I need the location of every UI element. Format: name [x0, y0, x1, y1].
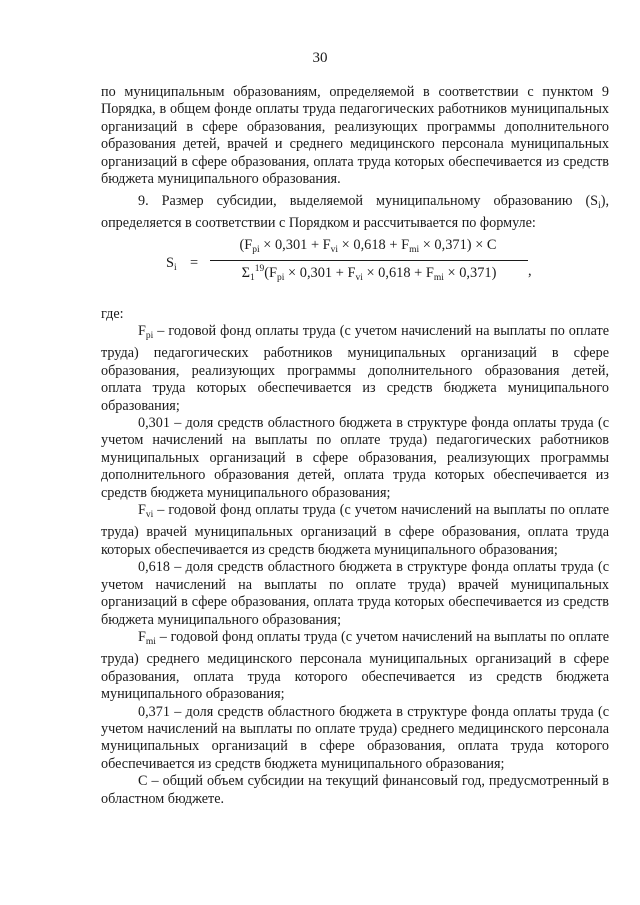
paragraph-text	[101, 193, 609, 233]
where-label: где:	[101, 306, 124, 322]
definition-text: – годовой фонд оплаты труда (с учетом начислений на выплаты по оплате труда) педагогических работников муниципальных организаций в сфере образования, реализующих программы дополнительного образования детей, оплата труда которых обеспечивается из средств бюджета муниципального образования;	[101, 323, 609, 414]
paragraph-tail: ), определяется в соответствии с Порядком и рассчитывается по формуле:	[101, 193, 609, 232]
formula-lhs-sub: i	[174, 263, 177, 273]
formula-numerator: $(F_{pi} \times 0,301 + F_{vi} \times 0,618 + F_{mi} \times 0,371) \times C$	[239, 237, 497, 255]
fraction-bar	[210, 260, 528, 261]
page-number: 30	[312, 50, 328, 66]
paragraph-text: по муниципальным образованиям, определяемой в соответствии с пунктом 9 Порядка, в общем фонде оплаты труда педагогических работников муниципальных организаций в сфере образования, реализующих программы дополнительного образования детей, врачей и среднего медицинского персонала муниципальных организаций в сфере образования, оплата труда которых обеспечивается из средств бюджета муниципального образования.	[101, 84, 609, 188]
definition-item	[101, 323, 609, 415]
definition-symbol: F	[138, 323, 146, 339]
definition-item	[101, 415, 609, 502]
definition-text: – доля средств областного бюджета в структуре фонда оплаты труда (с учетом начислений на выплаты по оплате труда) врачей муниципальных организаций в сфере образования, оплата труда которых обеспечивается из средств бюджета муниципального образования;	[101, 559, 609, 628]
subscript: i	[598, 201, 601, 211]
definition-item	[101, 629, 609, 704]
definition-symbol: 0,301	[138, 415, 170, 432]
definition-item	[101, 502, 609, 559]
definition-symbol: F	[138, 628, 146, 645]
formula	[166, 237, 546, 297]
definition-text: – доля средств областного бюджета в структуре фонда оплаты труда (с учетом начислений на выплаты по оплате труда) среднего медицинского персонала муниципальных организаций в сфере образования, оплата труда которого обеспечивается из средств бюджета муниципального образования;	[101, 703, 609, 772]
definition-symbol-sub: vi	[145, 510, 154, 521]
formula-lhs-symbol: S	[166, 255, 175, 271]
definition-text: – доля средств областного бюджета в структуре фонда оплаты труда (с учетом начислений на выплаты по оплате труда) педагогических работников муниципальных организаций в сфере образования, реализующих программы дополнительного образования детей, оплата труда которых обеспечивается из средств бюджета муниципального образования;	[101, 415, 609, 501]
formula-denominator: $\Sigma_1^{19}(F_{pi} \times 0,301 + F_{vi} \times 0,618 + F_{mi} \times 0,371)$	[241, 264, 497, 283]
paragraph-continuation	[101, 84, 609, 188]
definition-item	[101, 559, 609, 629]
formula-comma: ,	[528, 263, 532, 279]
paragraph-lead: 9. Размер субсидии, выделяемой муниципальному образованию (S	[138, 193, 599, 209]
definition-text: – годовой фонд оплаты труда (с учетом начислений на выплаты по оплате труда) среднего медицинского персонала муниципальных организаций в сфере образования, оплата труда которого обеспечивается из средств бюджета муниципального образования;	[101, 628, 609, 703]
definition-symbol: F	[138, 502, 146, 519]
definition-symbol: 0,371	[138, 703, 170, 720]
definition-text: – общий объем субсидии на текущий финансовый год, предусмотренный в областном бюджете.	[101, 773, 609, 807]
definition-text: – годовой фонд оплаты труда (с учетом начислений на выплаты по оплате труда) врачей муниципальных организаций в сфере образования, оплата труда которых обеспечивается из средств бюджета муниципального образования;	[101, 502, 609, 558]
formula-equals: =	[190, 255, 199, 271]
definition-symbol-sub: mi	[145, 636, 156, 647]
definitions-list	[101, 323, 609, 808]
definition-symbol-sub: pi	[145, 331, 154, 341]
definition-item	[101, 773, 609, 808]
paragraph-item-9	[101, 193, 609, 233]
formula-lhs	[166, 255, 177, 273]
definition-item	[101, 704, 609, 774]
definition-symbol: 0,618	[138, 559, 170, 576]
definition-symbol: C	[138, 773, 148, 790]
